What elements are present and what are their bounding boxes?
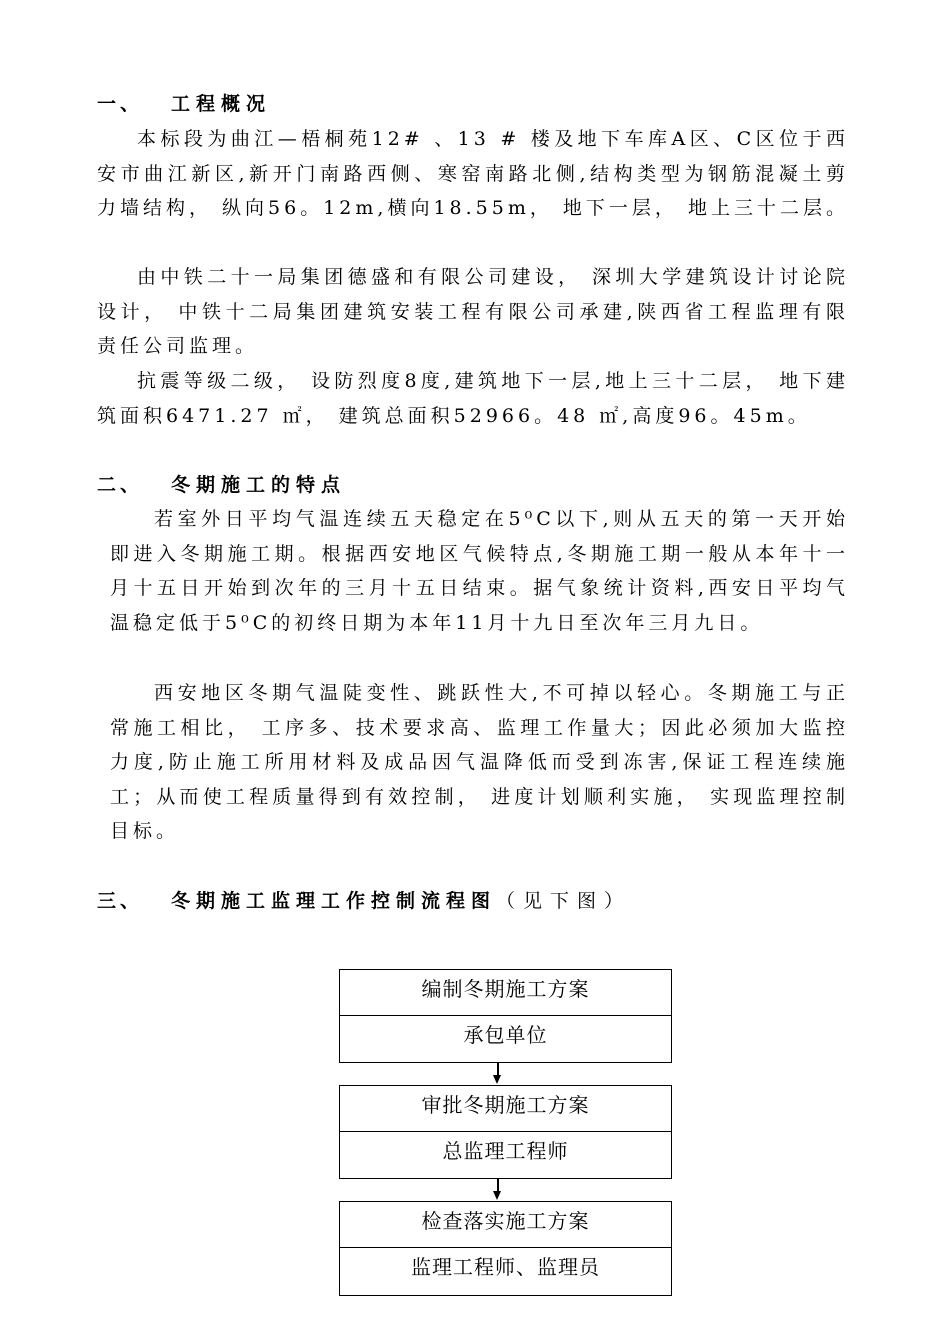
- flowchart-box-prepare-plan: [339, 969, 672, 1063]
- paragraph: 由中铁二十一局集团德盛和有限公司建设， 深圳大学建筑设计讨论院设计， 中铁十二局集团建筑安装工程有限公司承建,陕西省工程监理有限责任公司监理。: [97, 266, 849, 358]
- paragraph: 抗震等级二级， 设防烈度8度,建筑地下一层,地上三十二层， 地下建筑面积6471.27 ㎡， 建筑总面积52966。48 ㎡,高度96。45m。: [97, 370, 849, 427]
- flowchart-task: 检查落实施工方案: [340, 1202, 671, 1248]
- flowchart-task: 编制冬期施工方案: [340, 970, 671, 1016]
- flowchart-role: 总监理工程师: [442, 1139, 569, 1163]
- section-number: 三、: [97, 890, 144, 912]
- paragraph: 西安地区冬期气温陡变性、跳跃性大,不可掉以轻心。冬期施工与正常施工相比， 工序多、技术要求高、监理工作量大；因此必须加大监控力度,防止施工所用材料及成品因气温降低而受到冻害,保证工程连续施工；从而使工程质量得到有效控制， 进度计划顺利实施， 实现监理控制目标。: [110, 682, 849, 843]
- flowchart-task: 审批冬期施工方案: [340, 1086, 671, 1132]
- section-number: 二、: [97, 474, 144, 496]
- section-number: 一、: [97, 93, 144, 115]
- section-heading-2: [97, 473, 346, 497]
- section-title: 冬期施工的特点: [171, 474, 347, 496]
- flowchart-role: 承包单位: [463, 1023, 548, 1047]
- paragraph: 本标段为曲江—梧桐苑12# 、13 # 楼及地下车库A区、C区位于西安市曲江新区,新开门南路西侧、寒窑南路北侧,结构类型为钢筋混凝土剪力墙结构， 纵向56。12m,横向18.55m， 地下一层， 地上三十二层。: [97, 128, 849, 220]
- flowchart-role: 监理工程师、监理员: [411, 1255, 600, 1279]
- section-title: 冬期施工监理工作控制流程图: [171, 890, 497, 912]
- section-heading-1: [97, 92, 271, 116]
- flowchart-box-approve-plan: [339, 1085, 672, 1179]
- paragraph: 若室外日平均气温连续五天稳定在5⁰C以下,则从五天的第一天开始即进入冬期施工期。根据西安地区气候特点,冬期施工期一般从本年十一月十五日开始到次年的三月十五日结束。据气象统计资料,西安日平均气温稳定低于5⁰C的初终日期为本年11月十九日至次年三月九日。: [110, 508, 849, 634]
- flowchart-box-inspect-plan: [339, 1201, 672, 1296]
- section-heading-3: [97, 889, 631, 913]
- section-title: 工程概况: [171, 93, 272, 115]
- section-subtitle: （见下图）: [496, 890, 632, 912]
